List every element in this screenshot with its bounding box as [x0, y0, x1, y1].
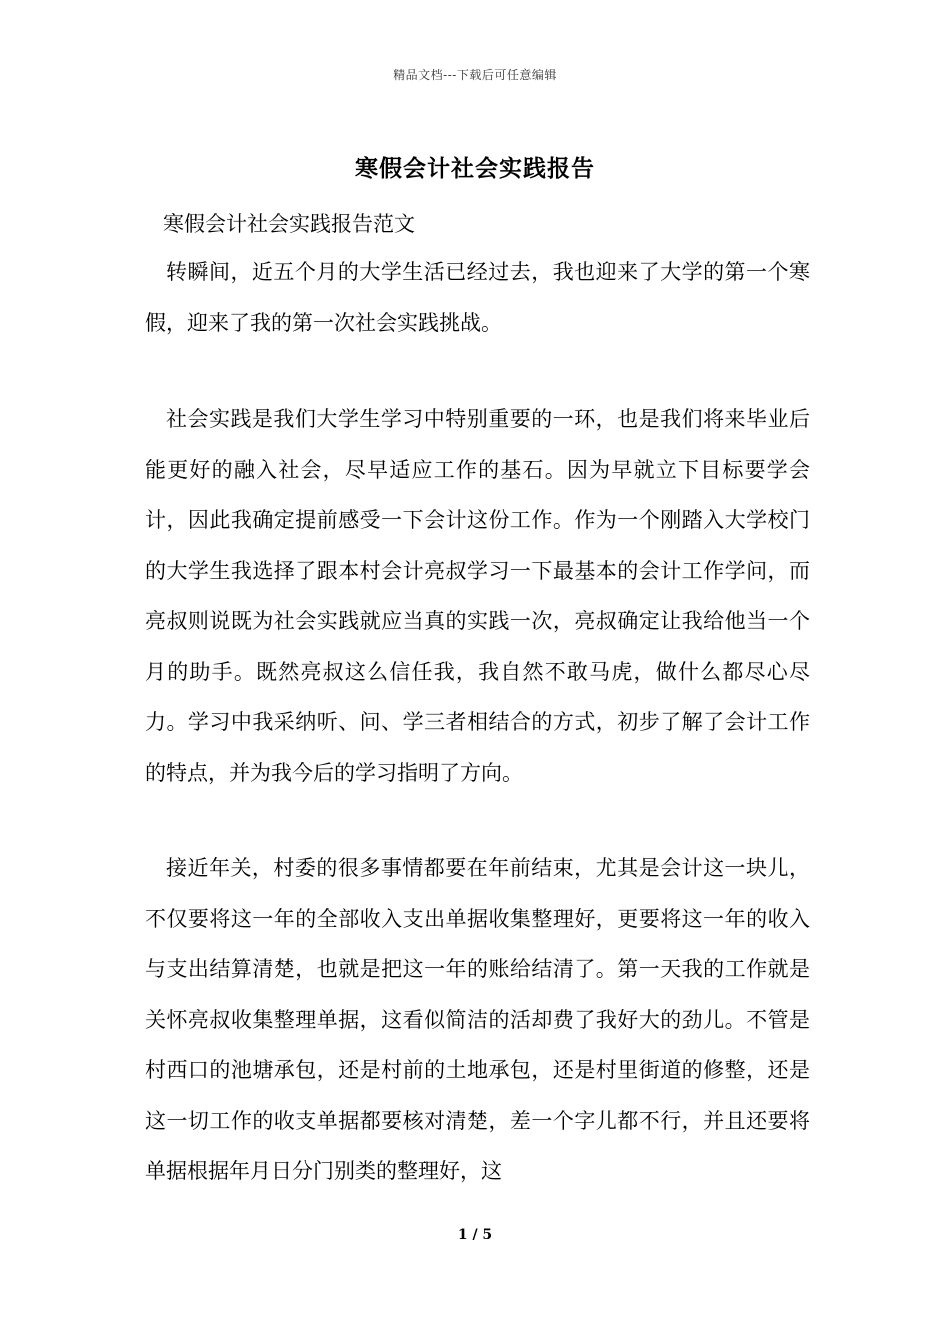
paragraph-1: 转瞬间，近五个月的大学生活已经过去，我也迎来了大学的第一个寒假，迎来了我的第一次社会实践挑战。	[145, 260, 810, 335]
paragraph-3: 接近年关，村委的很多事情都要在年前结束，尤其是会计这一块儿，不仅要将这一年的全部收入支出单据收集整理好，更要将这一年的收入与支出结算清楚，也就是把这一年的账给结清了。第一天我的工作就是关怀亮叔收集整理单据，这看似简洁的活却费了我好大的劲儿。不管是村西口的池塘承包，还是村前的土地承包，还是村里街道的修整，还是这一切工作的收支单据都要核对清楚，差一个字儿都不行，并且还要将单据根据年月日分门别类的整理好，这	[145, 856, 810, 1183]
paragraph-2: 社会实践是我们大学生学习中特别重要的一环，也是我们将来毕业后能更好的融入社会，尽早适应工作的基石。因为早就立下目标要学会计，因此我确定提前感受一下会计这份工作。作为一个刚踏入大学校门的大学生我选择了跟本村会计亮叔学习一下最基本的会计工作学问，而亮叔则说既为社会实践就应当真的实践一次，亮叔确定让我给他当一个月的助手。既然亮叔这么信任我，我自然不敢马虎，做什么都尽心尽力。学习中我采纳听、问、学三者相结合的方式，初步了解了会计工作的特点，并为我今后的学习指明了方向。	[145, 407, 810, 785]
document-title: 寒假会计社会实践报告	[355, 155, 595, 182]
document-subtitle: 寒假会计社会实践报告范文	[163, 212, 415, 236]
page-number: 1 / 5	[457, 1227, 493, 1243]
running-header: 精品文档---下载后可任意编辑	[393, 68, 557, 82]
